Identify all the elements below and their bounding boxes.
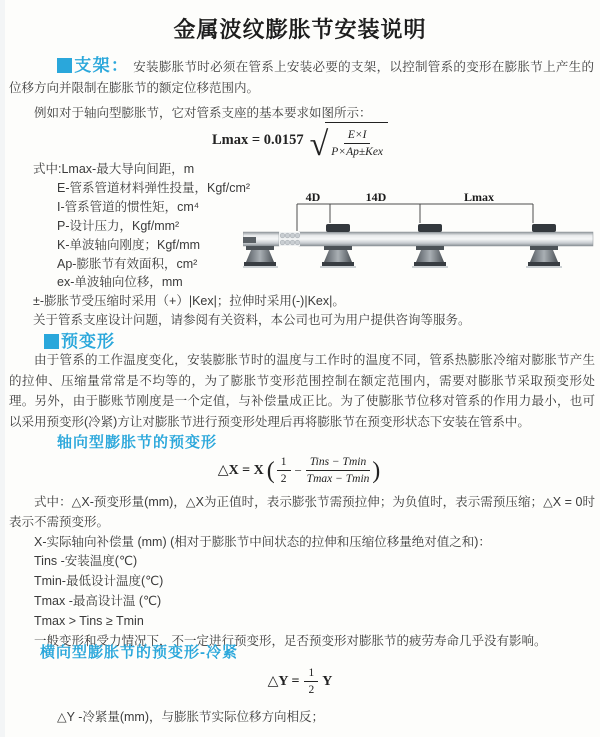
close-paren: ) [372, 457, 381, 484]
lmax-formula [0, 122, 600, 163]
axial-note: 一般变形和受力情况下，不一定进行预变形，足否预变形对膨胀节的疲劳寿命几乎没有影响。 [34, 633, 547, 648]
page-title: 金属波纹膨胀节安装说明 [173, 17, 427, 42]
temperature-fraction: $\frac{\text{Tins − Tmin}}{Tmax - Tmin}$ [306, 456, 370, 486]
definition-item: ex-单波轴向位移，mm [57, 275, 183, 290]
lateral-formula-rhs: Y [322, 673, 333, 689]
pipe-support-diagram [243, 191, 595, 287]
axial-note: Tmax -最高设计温 (℃) [34, 593, 162, 608]
pipe-main [299, 232, 593, 246]
definition-item: K-单波轴向刚度；Kgf/mm [57, 237, 201, 252]
delta-y-note: △Y -冷紧量(mm)，与膨胀节实际位移方向相反； [57, 710, 325, 724]
lmax-formula-lhs: Lmax = 0.0157 [211, 132, 304, 149]
section-marker-icon [57, 58, 72, 73]
axial-formula-lhs: △X = X [217, 463, 264, 479]
definition-item: Ap-膨胀节有效面积，cm² [57, 256, 198, 271]
guide-support [320, 224, 356, 268]
service-note: 关于管系支座设计问题，请参阅有关资料，本公司也可为用户提供咨询等服务。 [33, 313, 471, 328]
lmax-fraction [331, 128, 383, 160]
dim-label-4d: 4D [305, 191, 321, 204]
section-marker-icon [44, 334, 59, 349]
axial-note: Tmin-最低设计温度(℃) [34, 574, 164, 589]
fraction-numerator: E×I [344, 128, 371, 144]
support-example-line: 例如对于轴向型膨胀节，它对管系支座的基本要求如图所示： [34, 106, 372, 120]
axial-note: 式中：△X-预变形量(mm)，△X为正值时，表示膨张节需预拉伸；为负值时，表示需预压缩；△X = 0时表示不需预变形。 [9, 495, 595, 529]
axial-subheading: 轴向型膨胀节的预变形 [57, 434, 218, 451]
guide-support [412, 224, 448, 268]
bellows-icon [279, 232, 300, 246]
axial-note: X-实际轴向补偿量 (mm) (相对于膨胀节中间状态的拉伸和压缩位移量绝对值之和)： [34, 534, 491, 549]
support-intro-text: 安装膨胀节时必须在管系上安装必要的支架，以控制管系的变形在膨胀节上产生的位移方向并限制在膨胀节的额定位移范围内。 [9, 60, 594, 95]
axial-note: Tins -安装温度(℃) [34, 554, 138, 569]
definition-item: P-设计压力，Kgf/mm² [57, 218, 180, 233]
definition-item: E-管系管道材料弹性投量，Kgf/cm² [57, 180, 251, 195]
fraction-denominator: P×Ap±Kex [331, 146, 384, 159]
preform-section-heading: 预变形 [44, 327, 115, 352]
one-half-fraction: $\frac{1}{2}$ [277, 455, 291, 487]
axial-notes-block [9, 493, 595, 651]
plus-minus-note: ±-膨胀节受压缩时采用（+）|Kex|；拉伸时采用(-)|Kex|。 [33, 294, 345, 309]
radical-sign: √ [309, 125, 329, 163]
definition-item: I-管系管道的惯性矩，cm⁴ [57, 199, 200, 214]
minus-sign: − [294, 462, 302, 478]
axial-preform-formula [0, 455, 600, 487]
sqrt-radical [309, 122, 388, 163]
definition-intro: 式中:Lmax-最大导向间距，m [33, 162, 195, 176]
lateral-formula-lhs: △Y = [267, 674, 300, 690]
lateral-subheading: 横向型膨胀节的预变形-冷紧 [40, 644, 238, 661]
open-paren: ( [266, 457, 275, 484]
dim-label-14d: 14D [365, 191, 387, 204]
support-intro-paragraph [9, 55, 594, 99]
lateral-preform-formula [0, 666, 600, 698]
one-half-fraction: $\frac{1}{2}$ [304, 666, 318, 698]
support-section-heading: 支架： [74, 56, 130, 75]
guide-support [526, 224, 562, 268]
dim-label-lmax: Lmax [464, 191, 494, 204]
preform-paragraph: 由于管系的工作温度变化，安装膨胀节时的温度与工作时的温度不同，管系热膨胀冷缩对膨胀节产生的拉伸、压缩量常常是不均等的，为了膨胀节变形范围控制在额定范围内，需要对膨胀节采取预变形处理。另外，由于膨账节刚度是一个定值，与补偿量成正比。为了使膨胀节位移对管系的作用力最小，也可以采用预变形(冷紧)方让对膨胀节进行预变形处理后再将膨胀节在预变形状态下安装在管系中。 [9, 353, 595, 429]
axial-note: Tmax > Tins ≥ Tmin [34, 613, 144, 628]
